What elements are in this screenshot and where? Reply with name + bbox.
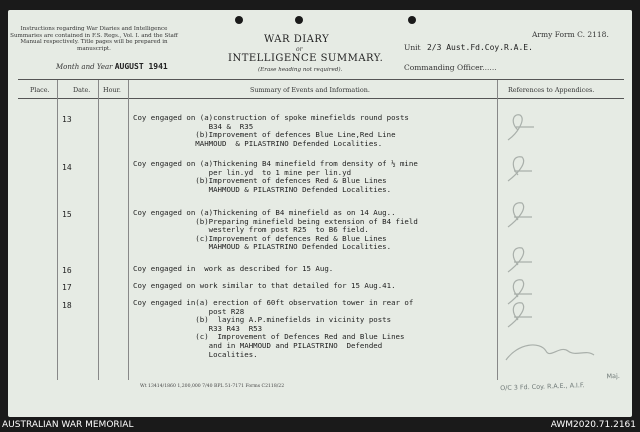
unit-field	[404, 43, 533, 52]
entry-text: Coy engaged on (a)construction of spoke minefields round posts B34 & R35 (b)Improvement of defences Blue Line,Red Line MAHMOUD & PILASTRINO Defended Localities.	[133, 113, 409, 148]
title-or: or	[296, 46, 303, 53]
instructions-text: Instructions regarding War Diaries and Intelligence Summaries are contained in F.S. Regs., Vol. I. and the Staff Manual respectively. Title pages will be prepared in manuscript.	[10, 26, 178, 52]
entry-text: Coy engaged in(a) erection of 60ft observation tower in rear of post R28 (b) laying A.P.minefields in vicinity posts R33 R43 R53 (c) Improvement of Defences Red and Blue Lines and in MAHMOUD and PILASTRINO Defended Localities.	[133, 298, 414, 359]
entry-text: Coy engaged on (a)Thickening B4 minefield from density of ½ mine per lin.yd to 1 mine per lin.yd (b)Improvement of defences Red & Blue Lines MAHMOUD & PILASTRINO Defended Localities.	[133, 159, 418, 194]
entry-date: 13	[62, 115, 72, 124]
archive-label: AUSTRALIAN WAR MEMORIAL	[2, 420, 134, 430]
commanding-field: Commanding Officer......	[404, 63, 497, 72]
stamp-unit: O/C 3 Fd. Coy. R.A.E., A.I.F.	[500, 381, 585, 393]
form-number: Army Form C. 2118.	[532, 30, 609, 39]
archive-id: AWM2020.71.2161	[550, 420, 636, 430]
entry-date: 17	[62, 283, 72, 292]
col-date: Date.	[73, 86, 91, 94]
entry-date: 15	[62, 210, 72, 219]
punch-hole	[408, 16, 416, 24]
col-hour: Hour.	[103, 86, 121, 94]
unit-label: Unit	[404, 43, 421, 52]
col-divider	[128, 80, 129, 380]
entry-date: 14	[62, 163, 72, 172]
entry-text: Coy engaged in work as described for 15 Aug.	[133, 264, 334, 273]
commanding-label: Commanding Officer	[404, 63, 483, 72]
month-year	[56, 62, 168, 71]
col-summary: Summary of Events and Information.	[250, 86, 370, 94]
erase-note: (Erase heading not required).	[258, 67, 343, 73]
col-references: References to Appendices.	[508, 86, 595, 94]
entry-date: 18	[62, 301, 72, 310]
title-intelligence: INTELLIGENCE SUMMARY.	[228, 53, 384, 64]
entry-text: Coy engaged on work similar to that detailed for 15 Aug.41.	[133, 281, 396, 290]
entry-date: 16	[62, 266, 72, 275]
punch-hole	[235, 16, 243, 24]
print-line: Wt 13414/1860 1,200,000 7/40 BPL 51-7171 Forms C2118/22	[140, 384, 285, 389]
colhead-rule	[18, 98, 624, 99]
stamp-rank: Maj.	[606, 371, 620, 381]
month-label: Month and Year	[56, 63, 113, 71]
month-value: AUGUST 1941	[114, 62, 168, 71]
unit-value: 2/3 Aust.Fd.Coy.R.A.E.	[426, 43, 533, 52]
punch-hole	[295, 16, 303, 24]
col-divider	[98, 80, 99, 380]
entry-text: Coy engaged on (a)Thickening of B4 minefield as on 14 Aug.. (b)Preparing minefield being extension of B4 field westerly from post R25 to B6 field. (c)Improvement of defences Red & Blue Lines MAHMOUD & PILASTRINO Defended Localities.	[133, 208, 418, 252]
header-rule	[18, 79, 624, 80]
title-war-diary: WAR DIARY	[264, 34, 330, 45]
col-place: Place.	[30, 86, 50, 94]
initials-marks	[498, 105, 618, 375]
col-divider	[57, 80, 58, 380]
